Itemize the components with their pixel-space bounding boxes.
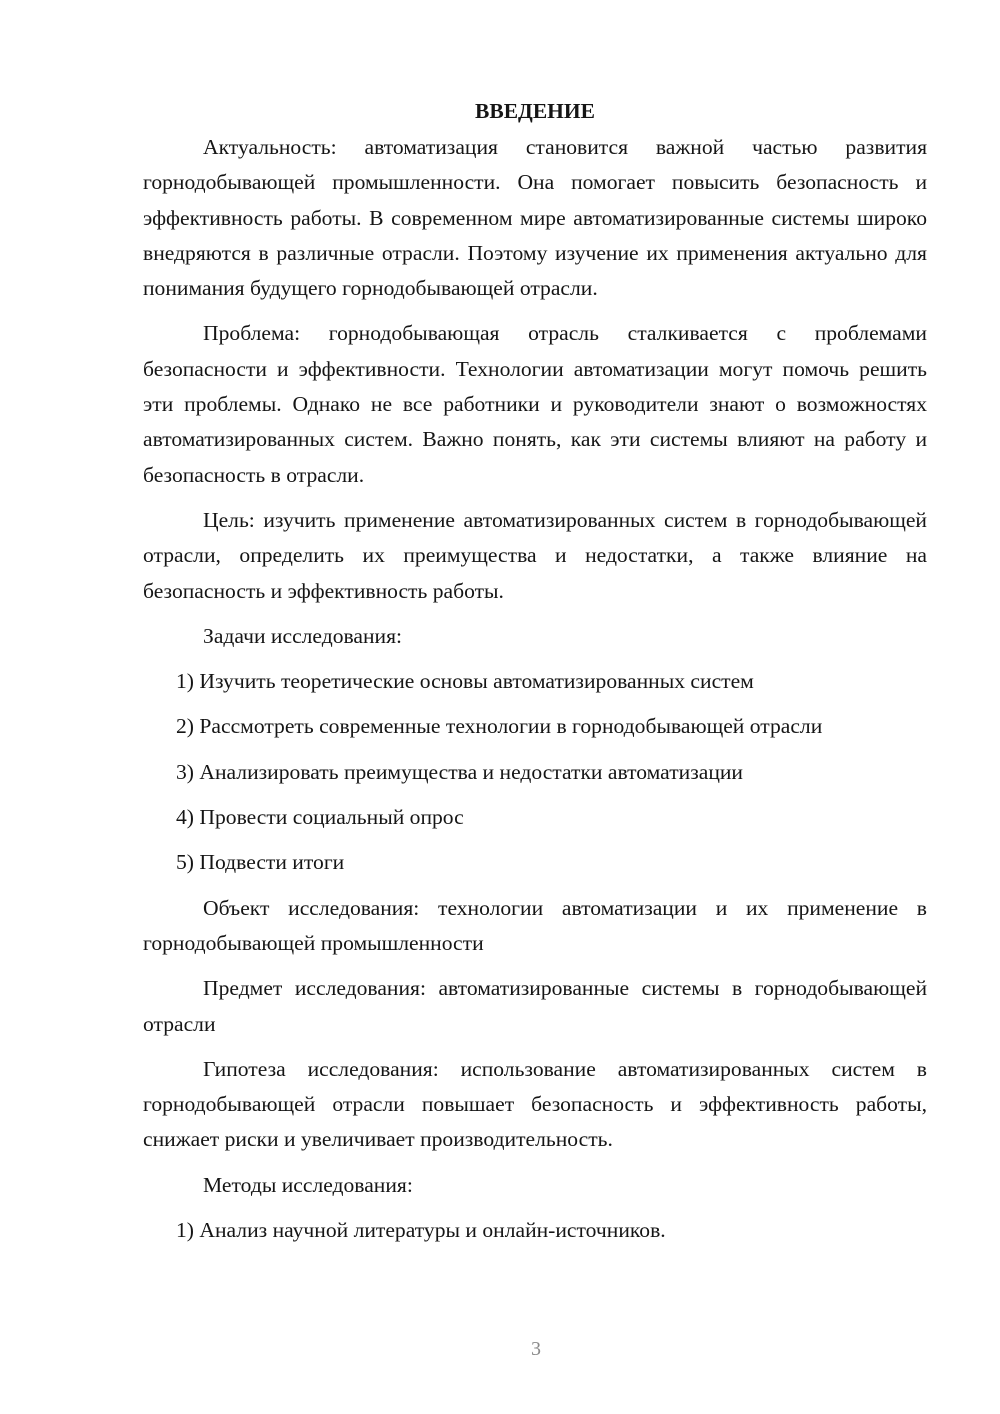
tasks-heading: Задачи исследования: (203, 623, 403, 648)
object-paragraph: Объект исследования: технологии автоматизации и их применение в горнодобывающей промышленности (143, 895, 927, 955)
methods-heading: Методы исследования: (203, 1172, 413, 1197)
task-item-4: 4) Провести социальный опрос (176, 805, 464, 830)
page-content (143, 96, 927, 1258)
page-number: 3 (531, 1338, 541, 1360)
relevance-paragraph: Актуальность: автоматизация становится важной частью развития горнодобывающей промышленности. Она помогает повысить безопасность и эффективность работы. В современном мире автоматизированные системы широко внедряются в различные отрасли. Поэтому изучение их применения актуально для понимания будущего горнодобывающей отрасли. (143, 135, 927, 301)
page-title: ВВЕДЕНИЕ (475, 99, 595, 123)
task-item-3: 3) Анализировать преимущества и недостатки автоматизации (176, 759, 743, 784)
task-item-5: 5) Подвести итоги (176, 850, 345, 875)
task-item-2: 2) Рассмотреть современные технологии в горнодобывающей отрасли (176, 714, 823, 739)
method-item-1: 1) Анализ научной литературы и онлайн-источников. (176, 1218, 666, 1243)
problem-paragraph: Проблема: горнодобывающая отрасль сталкивается с проблемами безопасности и эффективности. Технологии автоматизации могут помочь решить эти проблемы. Однако не все работники и руководители знают о возможностях автоматизированных систем. Важно понять, как эти системы влияют на работу и безопасность в отрасли. (143, 321, 927, 487)
task-item-1: 1) Изучить теоретические основы автоматизированных систем (176, 669, 754, 694)
goal-paragraph: Цель: изучить применение автоматизированных систем в горнодобывающей отрасли, определить их преимущества и недостатки, а также влияние на безопасность и эффективность работы. (143, 507, 927, 603)
subject-paragraph: Предмет исследования: автоматизированные системы в горнодобывающей отрасли (143, 976, 927, 1036)
hypothesis-paragraph: Гипотеза исследования: использование автоматизированных систем в горнодобывающей отрасли повышает безопасность и эффективность работы, снижает риски и увеличивает производительность. (143, 1056, 927, 1152)
